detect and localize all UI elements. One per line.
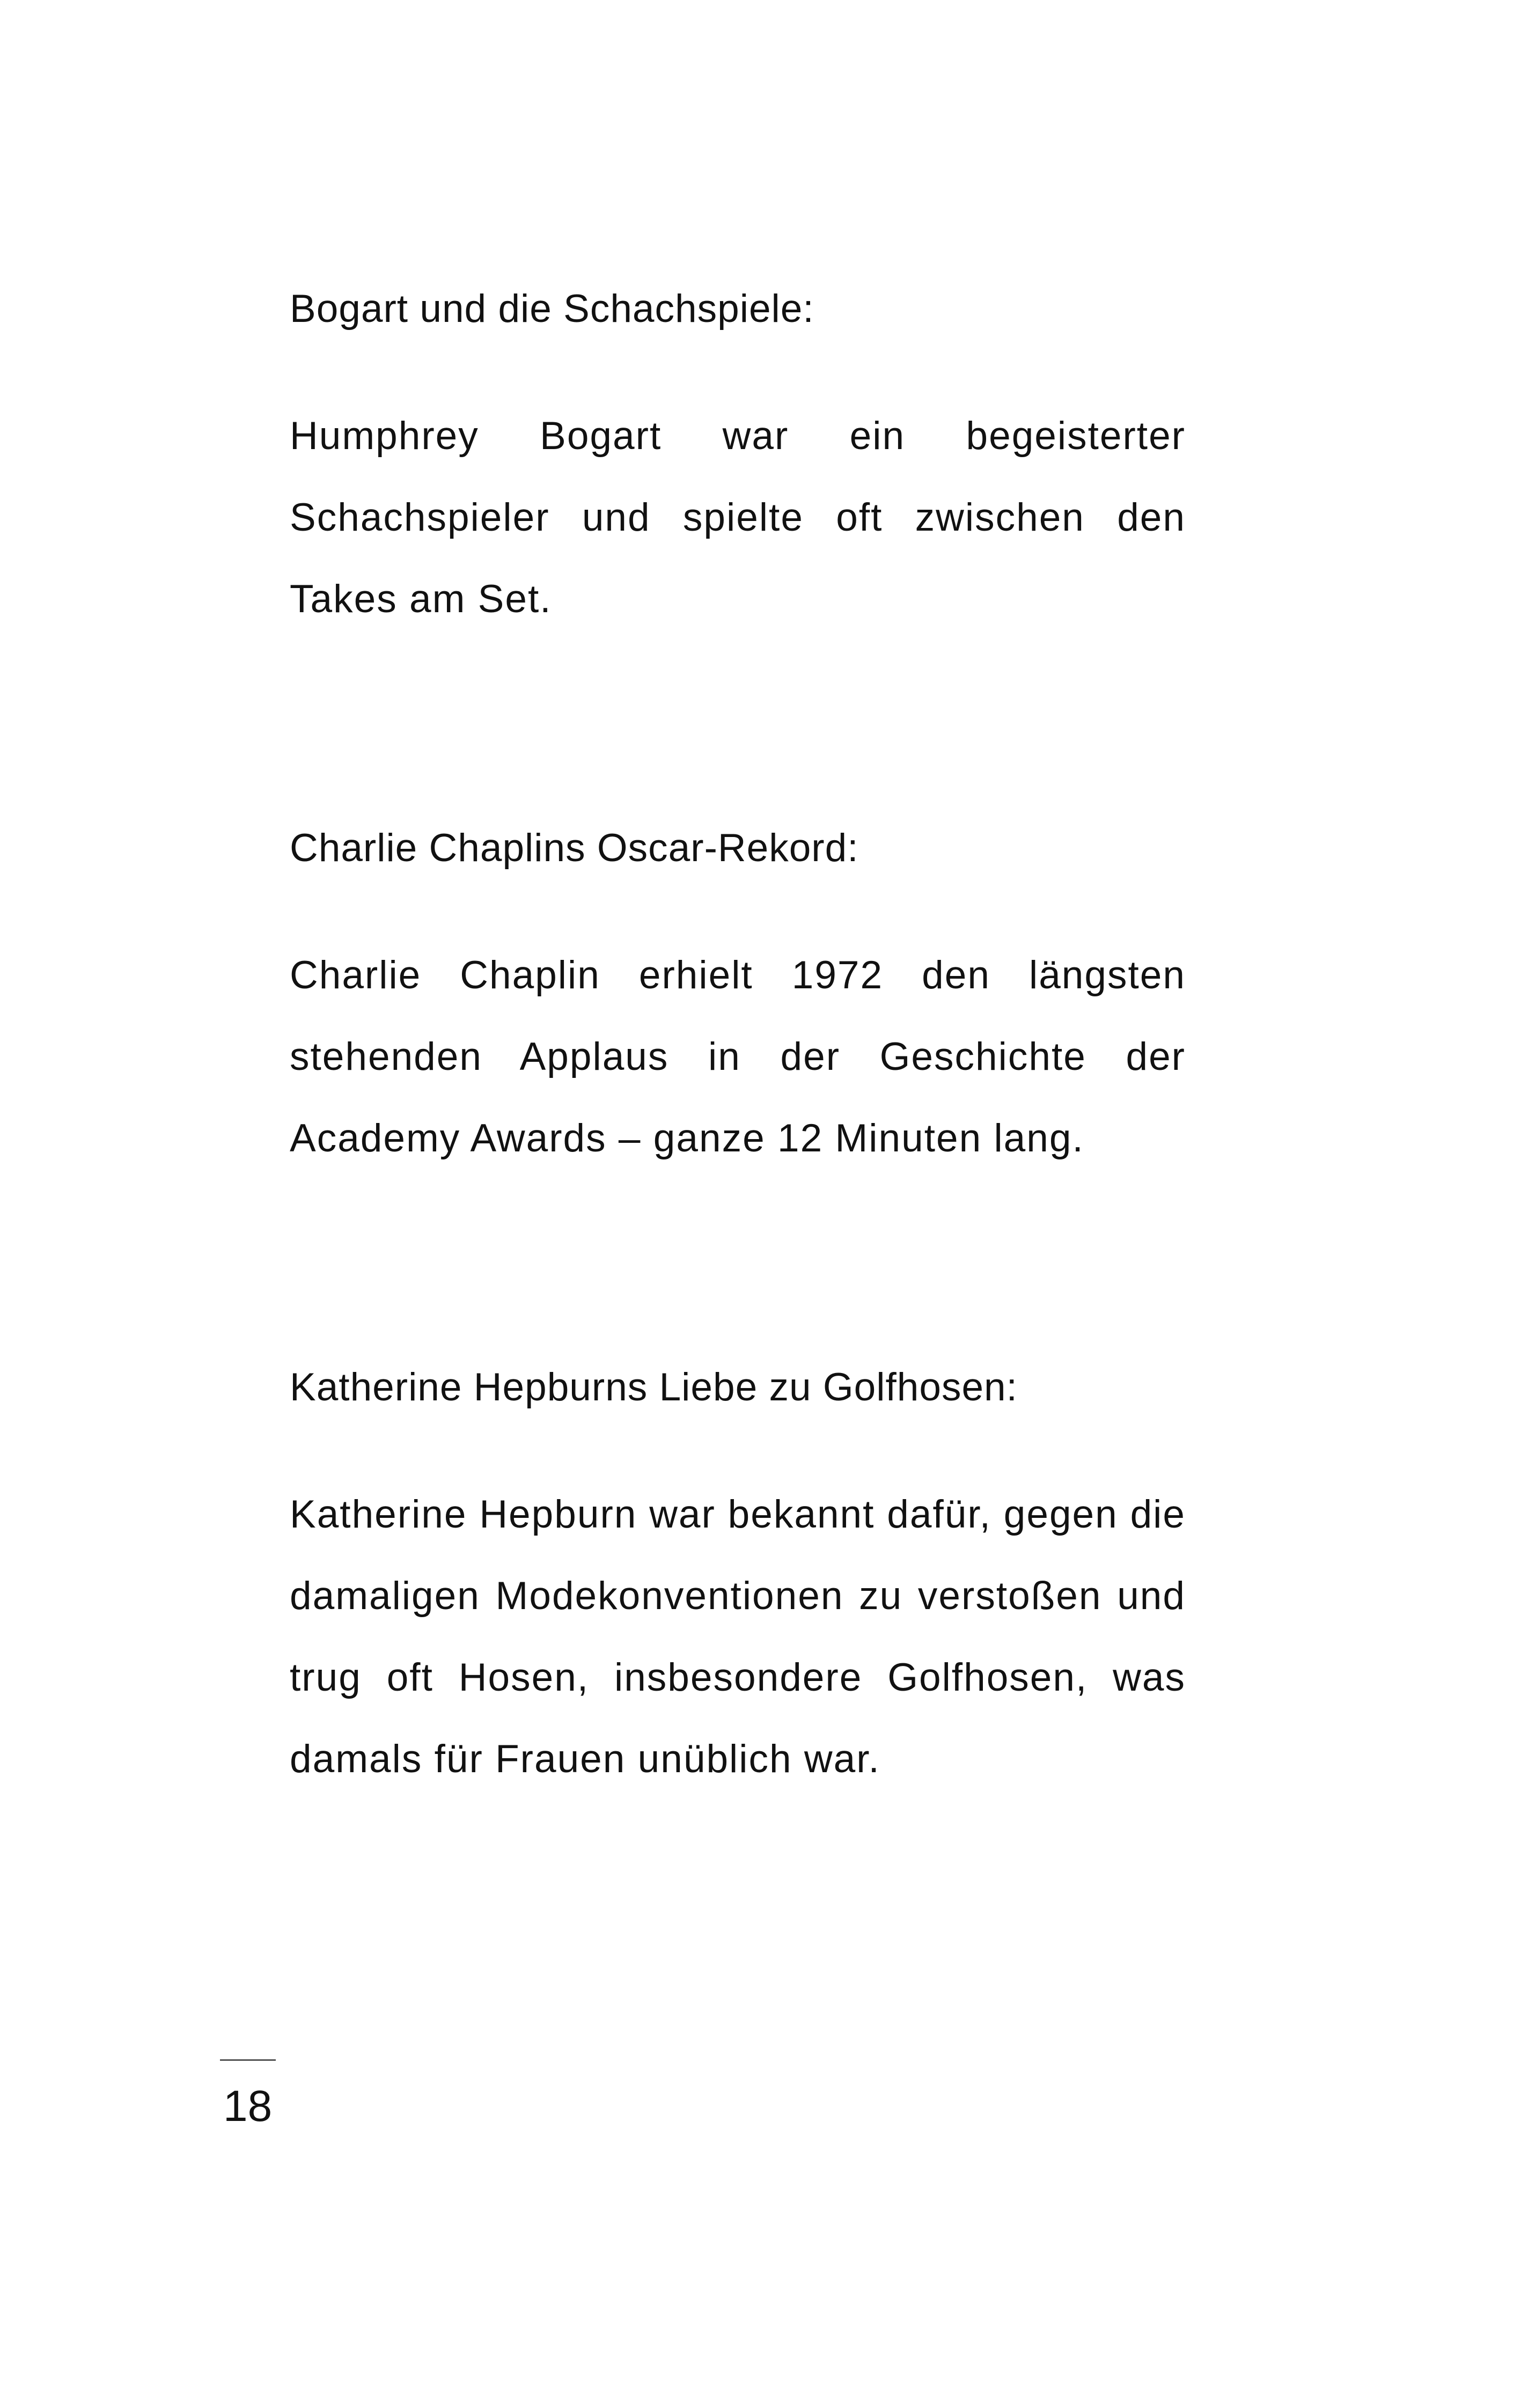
trivia-section-bogart <box>290 268 1186 640</box>
footer-divider <box>220 2059 276 2061</box>
page-number: 18 <box>223 2082 273 2131</box>
section-heading: Charlie Chaplins Oscar-Rekord: <box>290 826 859 870</box>
section-body: Charlie Chaplin erhielt 1972 den längsten stehenden Applaus in der Geschichte der Academy Awards – ganze 12 Minuten lang. <box>290 953 1186 1160</box>
section-heading: Bogart und die Schachspiele: <box>290 287 814 331</box>
trivia-section-chaplin <box>290 807 1186 1179</box>
trivia-section-hepburn <box>290 1347 1186 1800</box>
section-heading: Katherine Hepburns Liebe zu Golfhosen: <box>290 1365 1018 1409</box>
section-body: Katherine Hepburn war bekannt dafür, gegen die damaligen Modekonventionen zu verstoßen und trug oft Hosen, insbesondere Golfhosen, was damals für Frauen unüblich war. <box>290 1493 1186 1781</box>
section-body: Humphrey Bogart war ein begeisterter Schachspieler und spielte oft zwischen den Takes am Set. <box>290 414 1186 621</box>
